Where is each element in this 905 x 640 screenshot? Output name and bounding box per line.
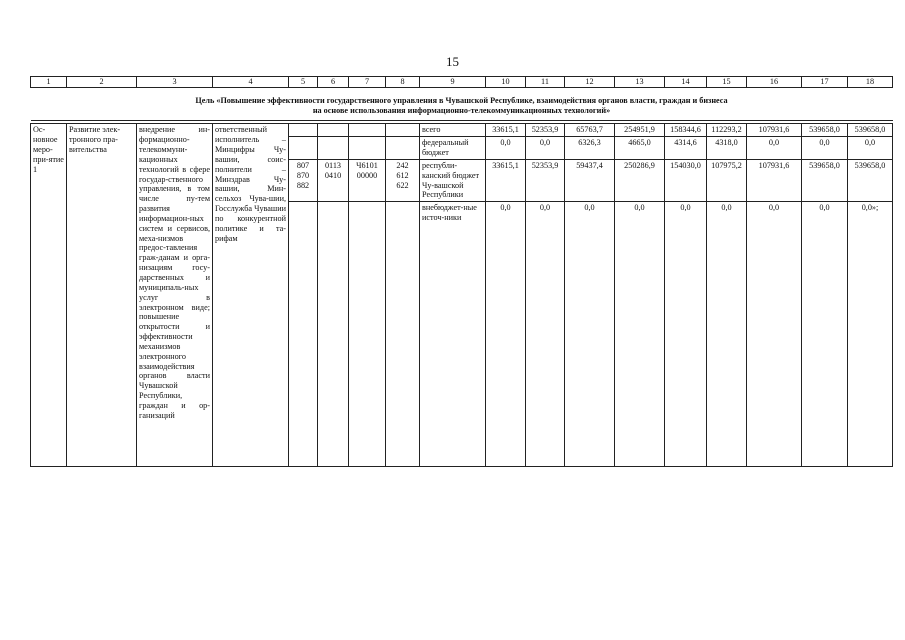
table-row [31, 124, 893, 137]
filler-cell [707, 224, 747, 467]
value-cell: 0,0 [802, 202, 848, 224]
source-cell: федеральный бюджет [420, 137, 486, 160]
measure-cell: Ос-новное меро-при-ятие 1 [31, 124, 67, 467]
filler-cell [802, 224, 848, 467]
value-cell: 6326,3 [565, 137, 615, 160]
value-cell: 539658,0 [802, 124, 848, 137]
section-code-cell: 0113 0410 [318, 159, 349, 201]
header-cell: 8 [386, 77, 420, 88]
code-cell [289, 137, 318, 160]
header-cell: 14 [665, 77, 707, 88]
header-cell: 4 [213, 77, 289, 88]
value-cell: 539658,0 [848, 124, 893, 137]
filler-cell [848, 224, 893, 467]
filler-cell [318, 224, 349, 467]
value-cell: 65763,7 [565, 124, 615, 137]
goal-title [31, 87, 893, 121]
expense-code-cell: 242 612 622 [386, 159, 420, 201]
filler-cell [615, 224, 665, 467]
source-cell: всего [420, 124, 486, 137]
page-number: 15 [446, 54, 459, 69]
value-cell: 112293,2 [707, 124, 747, 137]
code-cell [289, 202, 318, 224]
measure-description-cell: внедрение ин-формационно-телекоммуни-кационных технологий в сфере государ-ственного управления, в том числе пу-тем развития информацион-ных систем и сервисов, меха-низмов предос-тавления граж-данам и орга-низациям госу-дарственных и муниципаль-ных услуг в электронном виде; повышение открытости и эффективности механизмов электронного взаимодействия органов власти Чувашской Республики, граждан и ор-ганизаций [137, 124, 213, 467]
value-cell: 0,0 [802, 137, 848, 160]
budget-code-cell: 807 870 882 [289, 159, 318, 201]
value-cell: 52353,9 [526, 159, 565, 201]
value-cell: 107931,6 [747, 159, 802, 201]
goal-line-1: Цель «Повышение эффективности государственного управления в Чувашской Республике, взаимодействия органов власти, граждан и бизнеса [195, 95, 728, 105]
filler-cell [420, 224, 486, 467]
program-table [30, 76, 893, 467]
value-cell: 0,0 [747, 202, 802, 224]
value-cell: 0,0 [526, 137, 565, 160]
value-cell: 0,0 [615, 202, 665, 224]
header-cell: 15 [707, 77, 747, 88]
header-cell: 5 [289, 77, 318, 88]
header-cell: 10 [486, 77, 526, 88]
value-cell: 0,0 [848, 137, 893, 160]
code-cell [318, 202, 349, 224]
measure-name-cell: Развитие элек-тронного пра-вительства [67, 124, 137, 467]
header-cell: 9 [420, 77, 486, 88]
filler-cell [289, 224, 318, 467]
code-cell [349, 137, 386, 160]
header-cell: 6 [318, 77, 349, 88]
value-cell: 0,0 [565, 202, 615, 224]
value-cell: 539658,0 [802, 159, 848, 201]
value-cell: 0,0»; [848, 202, 893, 224]
header-cell: 7 [349, 77, 386, 88]
value-cell: 0,0 [486, 137, 526, 160]
filler-cell [747, 224, 802, 467]
code-cell [289, 124, 318, 137]
code-cell [349, 202, 386, 224]
header-cell: 2 [67, 77, 137, 88]
header-cell: 16 [747, 77, 802, 88]
value-cell: 0,0 [707, 202, 747, 224]
value-cell: 158344,6 [665, 124, 707, 137]
header-cell: 18 [848, 77, 893, 88]
source-cell: внебюджет-ные источ-ники [420, 202, 486, 224]
header-cell: 12 [565, 77, 615, 88]
value-cell: 107975,2 [707, 159, 747, 201]
value-cell: 4314,6 [665, 137, 707, 160]
source-cell: республи-канский бюджет Чу-вашской Республики [420, 159, 486, 201]
value-cell: 0,0 [665, 202, 707, 224]
value-cell: 52353,9 [526, 124, 565, 137]
code-cell [386, 202, 420, 224]
value-cell: 0,0 [747, 137, 802, 160]
value-cell: 33615,1 [486, 124, 526, 137]
value-cell: 539658,0 [848, 159, 893, 201]
filler-cell [349, 224, 386, 467]
code-cell [349, 124, 386, 137]
filler-cell [665, 224, 707, 467]
filler-cell [486, 224, 526, 467]
executors-cell: ответственный исполнитель – Минцифры Чу-вашии, соис-полнители – Минздрав Чу-вашии, Мин-сельхоз Чува-шии, Госслужба Чувашии по конкурентной политике и та-рифам [213, 124, 289, 467]
value-cell: 154030,0 [665, 159, 707, 201]
value-cell: 4665,0 [615, 137, 665, 160]
value-cell: 250286,9 [615, 159, 665, 201]
value-cell: 33615,1 [486, 159, 526, 201]
header-cell: 13 [615, 77, 665, 88]
value-cell: 4318,0 [707, 137, 747, 160]
target-code-cell: Ч6101 00000 [349, 159, 386, 201]
header-cell: 1 [31, 77, 67, 88]
filler-cell [386, 224, 420, 467]
value-cell: 0,0 [486, 202, 526, 224]
filler-cell [526, 224, 565, 467]
value-cell: 107931,6 [747, 124, 802, 137]
header-cell: 11 [526, 77, 565, 88]
code-cell [318, 137, 349, 160]
value-cell: 59437,4 [565, 159, 615, 201]
code-cell [386, 124, 420, 137]
goal-line-2: на основе использования информационно-телекоммуникационных технологий» [312, 106, 611, 116]
value-cell: 0,0 [526, 202, 565, 224]
header-cell: 17 [802, 77, 848, 88]
header-cell: 3 [137, 77, 213, 88]
header-row [31, 77, 893, 88]
filler-cell [565, 224, 615, 467]
value-cell: 254951,9 [615, 124, 665, 137]
code-cell [386, 137, 420, 160]
goal-row [31, 87, 893, 121]
code-cell [318, 124, 349, 137]
